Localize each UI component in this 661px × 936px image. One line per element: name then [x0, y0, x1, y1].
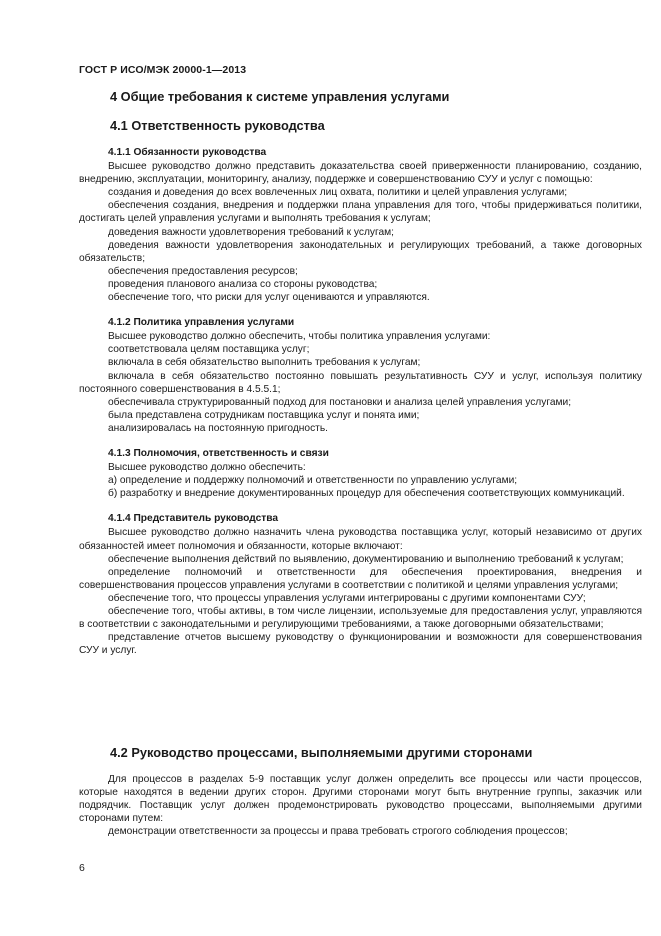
page-number: 6 — [79, 862, 85, 874]
paragraph: включала в себя обязательство выполнить требования к услугам; — [108, 357, 421, 369]
paragraph: Высшее руководство должно представить доказательства своей приверженности планированию, созданию, внедрению, эксплуатации, мониторингу, анализу, поддержке и совершенствованию СУУ и услуг с помощью: — [79, 161, 642, 186]
paragraph: обеспечения предоставления ресурсов; — [108, 265, 298, 277]
paragraph: включала в себя обязательство постоянно повышать результативность СУУ и услуг, используя политику постоянного совершенствования в 4.5.5.1; — [79, 370, 642, 395]
paragraph: создания и доведения до всех вовлеченных лиц охвата, политики и целей управления услугами; — [108, 187, 568, 199]
clause-heading: 4.1.4 Представитель руководства — [108, 513, 279, 525]
paragraph: была представлена сотрудникам поставщика услуг и понята ими; — [108, 409, 420, 421]
clause-4-1-3 — [79, 447, 642, 500]
paragraph: доведения важности удовлетворения законодательных и регулирующих требований, а также договорных обязательств; — [79, 239, 642, 264]
clause-heading: 4.1.2 Политика управления услугами — [108, 317, 295, 329]
clause-heading: 4.1.3 Полномочия, ответственность и связи — [108, 447, 329, 459]
paragraph: обеспечивала структурированный подход для постановки и анализа целей управления услугами; — [108, 396, 572, 408]
paragraph: Высшее руководство должно назначить члена руководства поставщика услуг, который независимо от других обязанностей имеет полномочия и обязанности, которые включают: — [79, 527, 642, 552]
paragraph: а) определение и поддержку полномочий и ответственности по управлению услугами; — [108, 475, 518, 487]
document-header: ГОСТ Р ИСО/МЭК 20000-1—2013 — [79, 64, 247, 76]
clause-4-1-4 — [79, 512, 642, 657]
paragraph: Высшее руководство должно обеспечить: — [108, 462, 306, 474]
section-title: 4 Общие требования к системе управления услугами — [110, 89, 450, 104]
paragraph: определение полномочий и ответственности для обеспечения проектирования, внедрения и совершенствования процессов управления услугами в соответствии с политикой и целями управления услугами; — [79, 566, 642, 591]
paragraph: б) разработку и внедрение документированных процедур для обеспечения соответствующих коммуникаций. — [108, 488, 625, 500]
paragraph: доведения важности удовлетворения требований к услугам; — [108, 226, 394, 238]
paragraph: проведения планового анализа со стороны руководства; — [108, 278, 378, 290]
clause-4-1-1 — [79, 146, 642, 304]
subsection-title-4-2: 4.2 Руководство процессами, выполняемыми другими сторонами — [110, 745, 533, 760]
paragraph: обеспечение того, чтобы активы, в том числе лицензии, используемые для предоставления услуг, управляются в соответствии с законодательными и регулирующими требованиями, а также договорными обязательствами; — [79, 606, 642, 631]
paragraph: Высшее руководство должно обеспечить, чтобы политика управления услугами: — [108, 331, 491, 343]
paragraph: обеспечения создания, внедрения и поддержки плана управления для того, чтобы придерживаться политики, достигать целей управления услугами и выполнять требования к услугам; — [79, 200, 642, 225]
paragraph: представление отчетов высшему руководству о функционировании и возможности для совершенствования СУУ и услуг. — [79, 632, 642, 657]
paragraph: анализировалась на постоянную пригодность. — [108, 422, 328, 434]
paragraph: демонстрации ответственности за процессы и права требовать строгого соблюдения процессов; — [108, 826, 568, 838]
section-4-2-content — [79, 773, 642, 838]
clause-heading: 4.1.1 Обязанности руководства — [108, 147, 267, 158]
paragraph: соответствовала целям поставщика услуг; — [108, 344, 310, 356]
paragraph: обеспечение того, что процессы управления услугами интегрированы с другими компонентами СУУ; — [108, 592, 586, 604]
section-4-1-content — [79, 146, 642, 669]
clause-4-1-2 — [79, 316, 642, 435]
paragraph: обеспечение выполнения действий по выявлению, документированию и выполнению требований к услугам; — [108, 553, 624, 565]
paragraph: обеспечение того, что риски для услуг оцениваются и управляются. — [108, 292, 430, 304]
paragraph: Для процессов в разделах 5-9 поставщик услуг должен определить все процессы или части процессов, которые находятся в ведении других сторон. Другими сторонами могут быть внутренние группы, заказчик или подрядчик. Поставщик услуг должен продемонстрировать руководство процессами, выполняемыми другими сторонами путем: — [79, 774, 642, 825]
subsection-title-4-1: 4.1 Ответственность руководства — [110, 118, 325, 133]
